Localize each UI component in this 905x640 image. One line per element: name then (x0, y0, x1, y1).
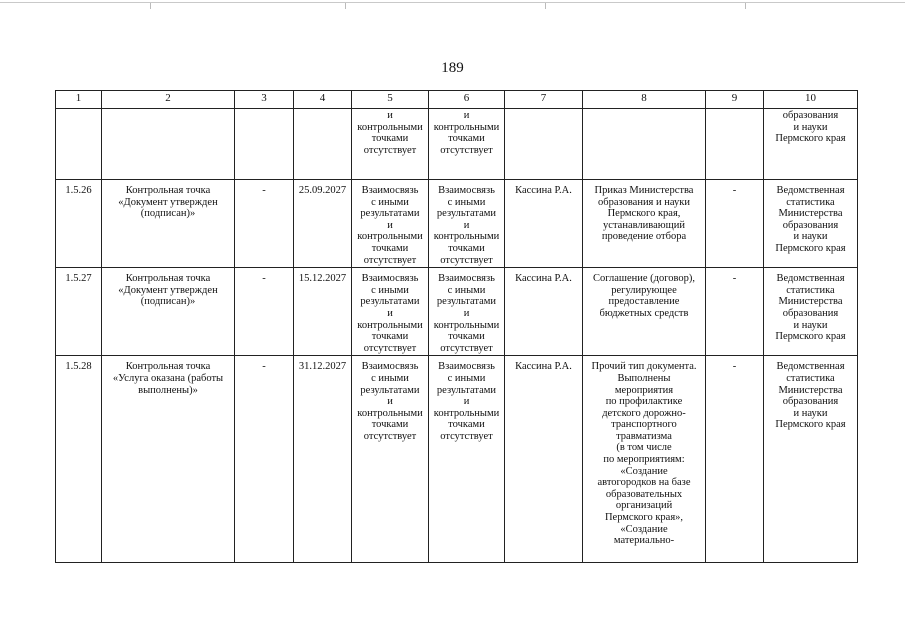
scan-tick-mark (150, 3, 151, 9)
cell-relation-points: Взаимосвязь с иными результатами и контрольными точками отсутствует (429, 356, 505, 563)
cell-name: Контрольная точка «Услуга оказана (работы выполнены)» (102, 356, 235, 563)
scan-tick-mark (345, 3, 346, 9)
page-number: 189 (441, 60, 464, 76)
control-points-table (55, 90, 858, 563)
header-cell: 1 (56, 91, 102, 109)
cell-name: Контрольная точка «Документ утвержден (подписан)» (102, 268, 235, 356)
cell-col9 (706, 109, 764, 180)
cell-date: 31.12.2027 (294, 356, 352, 563)
cell-name: Контрольная точка «Документ утвержден (подписан)» (102, 180, 235, 268)
scan-tick-mark (745, 3, 746, 9)
cell-document: Соглашение (договор), регулирующее предоставление бюджетных средств (583, 268, 706, 356)
cell-relation-points: Взаимосвязь с иными результатами и контрольными точками отсутствует (429, 268, 505, 356)
header-cell: 3 (235, 91, 294, 109)
header-cell: 6 (429, 91, 505, 109)
cell-relation-results: Взаимосвязь с иными результатами и контрольными точками отсутствует (352, 268, 429, 356)
cell-document: Прочий тип документа. Выполнены мероприятия по профилактике детского дорожно- транспортного травматизма (в том числе по мероприятиям: «Создание автогородков на базе образовательных организаций Пермского края», «Создание материально- (583, 356, 706, 563)
table-row (56, 180, 858, 268)
cell-col9: - (706, 356, 764, 563)
cell-col9: - (706, 180, 764, 268)
cell-source: Ведомственная статистика Министерства образования и науки Пермского края (764, 356, 858, 563)
header-cell: 8 (583, 91, 706, 109)
cell-date: 25.09.2027 (294, 180, 352, 268)
header-cell: 9 (706, 91, 764, 109)
header-cell: 4 (294, 91, 352, 109)
cell-document: Приказ Министерства образования и науки Пермского края, устанавливающий проведение отбора (583, 180, 706, 268)
cell-number: 1.5.27 (56, 268, 102, 356)
cell-responsible (505, 109, 583, 180)
cell-source: Ведомственная статистика Министерства образования и науки Пермского края (764, 180, 858, 268)
cell-document (583, 109, 706, 180)
header-cell: 5 (352, 91, 429, 109)
cell-relation-points: Взаимосвязь с иными результатами и контрольными точками отсутствует (429, 180, 505, 268)
header-cell: 10 (764, 91, 858, 109)
cell-number: 1.5.28 (56, 356, 102, 563)
scan-top-edge (0, 2, 905, 6)
header-cell: 7 (505, 91, 583, 109)
cell-responsible: Кассина Р.А. (505, 356, 583, 563)
cell-col3: - (235, 180, 294, 268)
header-cell: 2 (102, 91, 235, 109)
cell-date (294, 109, 352, 180)
cell-responsible: Кассина Р.А. (505, 180, 583, 268)
cell-date: 15.12.2027 (294, 268, 352, 356)
cell-col3 (235, 109, 294, 180)
cell-relation-results: Взаимосвязь с иными результатами и контрольными точками отсутствует (352, 356, 429, 563)
table-row (56, 356, 858, 563)
cell-source: Ведомственная статистика Министерства образования и науки Пермского края (764, 268, 858, 356)
cell-col9: - (706, 268, 764, 356)
table-row-continuation (56, 109, 858, 180)
cell-number (56, 109, 102, 180)
cell-col3: - (235, 268, 294, 356)
cell-relation-points: и контрольными точками отсутствует (429, 109, 505, 180)
cell-relation-results: Взаимосвязь с иными результатами и контрольными точками отсутствует (352, 180, 429, 268)
table-row (56, 268, 858, 356)
cell-source: образования и науки Пермского края (764, 109, 858, 180)
cell-name (102, 109, 235, 180)
header-row (56, 91, 858, 109)
cell-relation-results: и контрольными точками отсутствует (352, 109, 429, 180)
scan-tick-mark (545, 3, 546, 9)
cell-number: 1.5.26 (56, 180, 102, 268)
cell-col3: - (235, 356, 294, 563)
cell-responsible: Кассина Р.А. (505, 268, 583, 356)
